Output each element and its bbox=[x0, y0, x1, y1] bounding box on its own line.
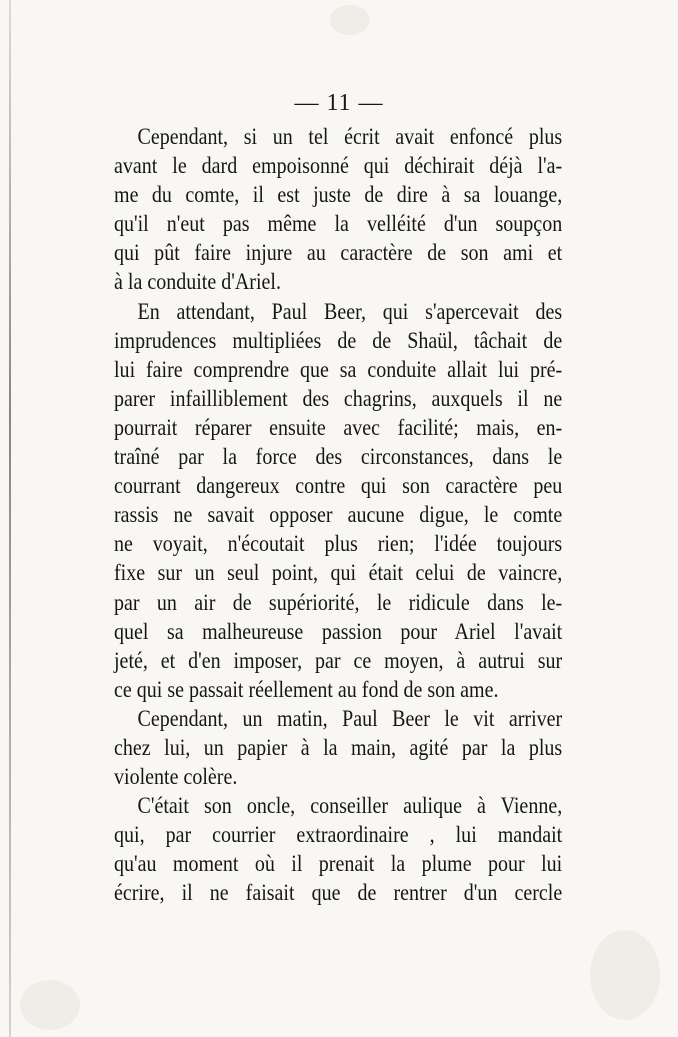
text-line: Cependant, un matin, Paul Beer le vit arriver bbox=[137, 705, 563, 731]
text-line: qui, par courrier extraordinaire , lui mandait bbox=[114, 822, 563, 848]
text-line: qui pût faire injure au caractère de son ami et bbox=[114, 240, 563, 266]
paper-stain bbox=[330, 5, 370, 35]
text-line: lui faire comprendre que sa conduite allait lui pré- bbox=[114, 356, 563, 382]
page-number: — 11 — bbox=[294, 90, 384, 116]
text-line: à la conduite d'Ariel. bbox=[114, 269, 281, 295]
text-line: quel sa malheureuse passion pour Ariel l'avait bbox=[114, 618, 563, 644]
text-line: imprudences multipliées de de Shaül, tâchait de bbox=[114, 327, 563, 353]
body-text bbox=[114, 122, 562, 908]
text-line: fixe sur un seul point, qui était celui de vaincre, bbox=[114, 560, 563, 586]
text-line: par un air de supériorité, le ridicule dans le- bbox=[114, 589, 563, 615]
text-line: avant le dard empoisonné qui déchirait déjà l'a- bbox=[114, 153, 563, 179]
binding-edge bbox=[9, 0, 11, 1037]
text-line: pourrait réparer ensuite avec facilité; mais, en- bbox=[114, 414, 563, 440]
text-line: En attendant, Paul Beer, qui s'apercevait des bbox=[137, 298, 563, 324]
text-line: C'était son oncle, conseiller aulique à Vienne, bbox=[137, 793, 563, 819]
text-line: traîné par la force des circonstances, dans le bbox=[114, 444, 563, 470]
paper-stain bbox=[590, 930, 660, 1020]
text-line: courrant dangereux contre qui son caractère peu bbox=[114, 473, 563, 499]
text-line: violente colère. bbox=[114, 764, 238, 790]
text-line: chez lui, un papier à la main, agité par la plus bbox=[114, 734, 563, 760]
paper-stain bbox=[20, 980, 80, 1030]
text-line: qu'au moment où il prenait la plume pour lui bbox=[114, 851, 563, 877]
text-line: Cependant, si un tel écrit avait enfoncé plus bbox=[137, 124, 563, 149]
text-line: parer infailliblement des chagrins, auxquels il ne bbox=[114, 385, 563, 411]
text-line: ne voyait, n'écoutait plus rien; l'idée toujours bbox=[114, 531, 563, 557]
text-line: me du comte, il est juste de dire à sa louange, bbox=[114, 182, 563, 208]
text-line: qu'il n'eut pas même la velléité d'un soupçon bbox=[114, 211, 563, 237]
text-line: jeté, et d'en imposer, par ce moyen, à autrui sur bbox=[114, 647, 563, 673]
text-line: écrire, il ne faisait que de rentrer d'un cercle bbox=[114, 880, 563, 906]
text-line: rassis ne savait opposer aucune digue, le comte bbox=[114, 502, 563, 528]
text-line: ce qui se passait réellement au fond de son ame. bbox=[114, 676, 499, 702]
